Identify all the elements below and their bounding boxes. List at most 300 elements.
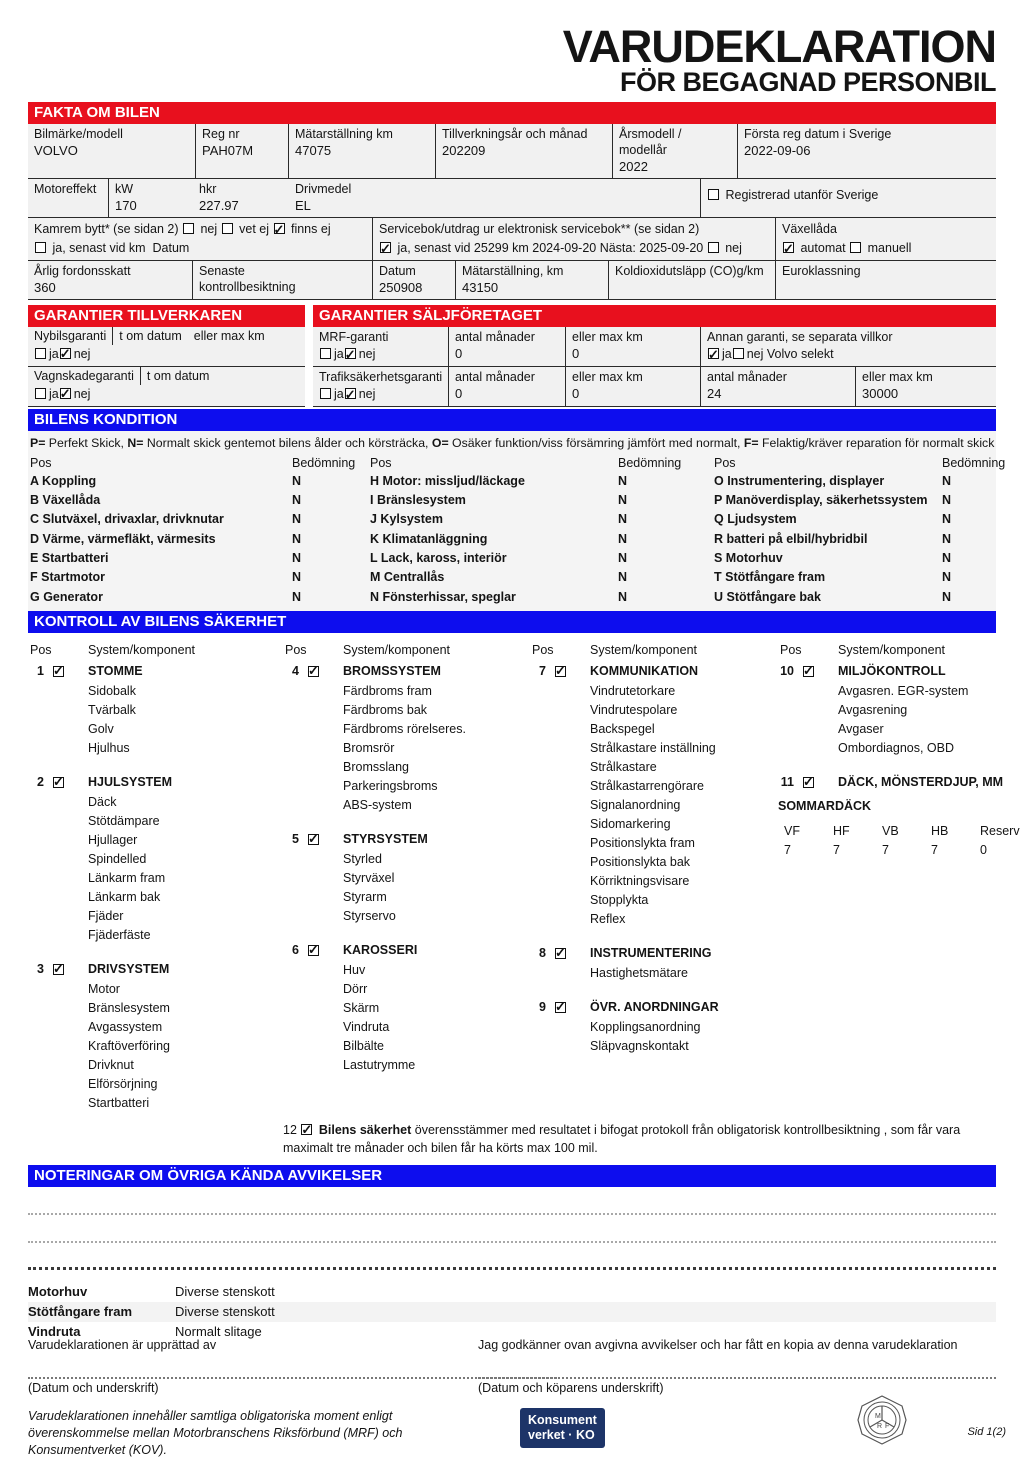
system-komponent-header: System/komponent — [590, 642, 697, 657]
pos-header: Pos — [30, 642, 52, 657]
annan-garanti-text: Volvo selekt — [766, 346, 834, 361]
kondition-grade: N — [942, 493, 952, 508]
pos-header: Pos — [532, 642, 554, 657]
kondition-item-label: N Fönsterhissar, speglar — [370, 589, 516, 604]
kontroll-group-title: DRIVSYSTEM — [88, 961, 170, 976]
kondition-item-label: K Klimatanläggning — [370, 531, 488, 546]
bedomning-header: Bedömning — [292, 455, 356, 470]
kontroll-item: Strålkastarrengörare — [590, 778, 704, 793]
noteringar-section — [28, 1165, 996, 1342]
kontroll-item: Styrservo — [343, 908, 396, 923]
kontroll-item: Huv — [343, 962, 366, 977]
godkanner-label: Jag godkänner ovan avgivna avvikelser och har fått en kopia av denna varudeklaration — [478, 1338, 958, 1352]
group-checkbox — [803, 777, 814, 788]
field-kw: kW 170 — [108, 179, 193, 217]
konsumentverket-logo: Konsument verket · KO — [520, 1408, 605, 1448]
kontroll-group — [28, 774, 283, 945]
kontroll-column-2 — [283, 643, 530, 1075]
kontroll-group-head — [28, 961, 283, 980]
kontroll-group-head — [530, 945, 778, 964]
kontroll-item: Startbatteri — [88, 1095, 150, 1110]
nybilsgaranti-row: Nybilsgaranti t om datum eller max km ja ✓ nej — [28, 327, 305, 367]
kontroll-group-title: STOMME — [88, 663, 143, 678]
mrf-seal-logo — [856, 1394, 908, 1449]
upprattad-av-label: Varudeklarationen är upprättad av — [28, 1338, 217, 1352]
fakta-row-1 — [28, 124, 996, 179]
kontroll-item: Körriktningsvisare — [590, 873, 690, 888]
pos-number: 10 — [780, 663, 794, 678]
kontroll-item: Färdbroms fram — [343, 683, 432, 698]
kontroll-item: Däck — [88, 794, 117, 809]
kontroll-item: Bilbälte — [343, 1038, 384, 1053]
group-checkbox — [803, 666, 814, 677]
group-checkbox — [308, 945, 319, 956]
pos-header: Pos — [714, 455, 736, 470]
servicebok-nej-label: nej — [725, 240, 742, 255]
vaxellada-manuell-checkbox — [850, 242, 861, 253]
kontroll-item: Strålkastare inställning — [590, 740, 716, 755]
field-tillverkningsar: Tillverkningsår och månad 202209 — [435, 124, 612, 178]
tyre-header: VB — [882, 823, 899, 838]
kontroll-item: Bromsslang — [343, 759, 409, 774]
vaxellada-manuell-label: manuell — [867, 240, 912, 255]
kamrem-nej-label: nej — [200, 221, 218, 236]
kontroll-group-title: DÄCK, MÖNSTERDJUP, MM — [838, 774, 1004, 789]
mrf-ja-checkbox — [320, 348, 331, 359]
kontroll-item: Sidobalk — [88, 683, 136, 698]
tyre-value-row — [778, 841, 1024, 860]
annan-nej-checkbox — [733, 348, 744, 359]
field-hkr: hkr 227.97 — [199, 181, 239, 213]
servicebok-nej-checkbox — [708, 242, 719, 253]
kontroll-item: Sidomarkering — [590, 816, 671, 831]
field-bilmarke: Bilmärke/modell VOLVO — [34, 126, 123, 158]
kondition-item-label: S Motorhuv — [714, 550, 783, 565]
kontroll-group-title: MILJÖKONTROLL — [838, 663, 946, 678]
kontroll-item: Vindrutespolare — [590, 702, 678, 717]
noteringar-row-value: Normalt slitage — [175, 1323, 262, 1339]
tyre-value: 7 — [784, 842, 791, 857]
kamrem-finnsej-label: finns ej — [290, 221, 331, 236]
tyre-header: HB — [931, 823, 949, 838]
kontroll-group-head — [778, 774, 1024, 793]
kontroll-item: Länkarm bak — [88, 889, 161, 904]
trafik-ja-checkbox — [320, 388, 331, 399]
kontroll-group-title: BROMSSYSTEM — [343, 663, 441, 678]
fakta-row-3 — [28, 218, 996, 261]
kontroll-item-12 — [283, 1121, 996, 1157]
group-checkbox — [308, 834, 319, 845]
registrerad-checkbox — [708, 189, 719, 200]
kontroll-section — [28, 611, 1020, 1157]
kontroll-group-title: STYRSYSTEM — [343, 831, 428, 846]
kondition-grade: N — [618, 493, 628, 508]
pos-number: 2 — [37, 774, 44, 789]
fakta-section — [28, 102, 996, 300]
kondition-grade: N — [618, 570, 628, 585]
kondition-item-label: D Värme, värmefläkt, värmesits — [30, 531, 216, 546]
item12-text: överensstämmer med resultatet i bifogat protokoll från obligatorisk kontrollbesiktning , som får vara maximalt tre månader och bilen får ha körts max 100 mil. — [283, 1122, 961, 1155]
vaxellada-automat-checkbox — [783, 242, 794, 253]
servicebok-ja-checkbox — [380, 242, 391, 253]
field-annan-km: eller max km 30000 — [855, 367, 996, 406]
noteringar-row — [28, 1302, 996, 1322]
field-trafik-km: eller max km 0 — [565, 367, 700, 406]
tyre-header-row — [778, 822, 1024, 841]
kontroll-item: Styrväxel — [343, 870, 395, 885]
kondition-grade: N — [618, 512, 628, 527]
vagnskadegaranti-label: Vagnskadegaranti — [34, 368, 134, 383]
field-servicebok — [372, 218, 775, 260]
field-annan-manader: antal månader 24 — [700, 367, 855, 406]
svg-text:R: R — [877, 1423, 883, 1430]
garantier-tillverkaren-section — [28, 305, 305, 407]
noteringar-row — [28, 1282, 996, 1302]
kontroll-group-title: ÖVR. ANORDNINGAR — [590, 999, 719, 1014]
kontroll-item: Skärm — [343, 1000, 380, 1015]
kontroll-group — [28, 961, 283, 1113]
kontroll-group-head — [283, 942, 530, 961]
kondition-section-header: BILENS KONDITION — [28, 409, 996, 431]
bedomning-header: Bedömning — [618, 455, 682, 470]
kontroll-item: Golv — [88, 721, 114, 736]
pos-number: 11 — [780, 774, 794, 789]
kontroll-column-3 — [530, 643, 778, 1056]
kontroll-group-title: INSTRUMENTERING — [590, 945, 712, 960]
nybils-nej-checkbox — [60, 348, 71, 359]
kondition-grade: N — [292, 589, 302, 604]
pos-header: Pos — [780, 642, 802, 657]
kondition-item-label: U Stötfångare bak — [714, 589, 821, 604]
mrf-kov-note: Varudeklarationen innehåller samtliga obligatoriska moment enligt överenskommelse mellan Motorbranschens Riksförbund (MRF) och Konsumentverket (KOV). — [28, 1409, 403, 1457]
group-checkbox — [53, 964, 64, 975]
item12-bold-text: Bilens säkerhet — [318, 1122, 412, 1137]
legend-grade-key: F= — [743, 435, 759, 450]
annan-ja-checkbox — [708, 348, 719, 359]
kontroll-item: Färdbroms bak — [343, 702, 428, 717]
field-regnr: Reg nr PAH07M — [195, 124, 288, 178]
kondition-grid — [28, 454, 1006, 607]
kontroll-item: Bromsrör — [343, 740, 395, 755]
kondition-grade: N — [942, 473, 952, 488]
kondition-item-label: H Motor: missljud/läckage — [370, 473, 525, 488]
kontroll-item: Reflex — [590, 911, 626, 926]
pos-header: Pos — [285, 642, 307, 657]
field-drivmedel: Drivmedel EL — [295, 181, 352, 213]
registrerad-label: Registrerad utanför Sverige — [725, 187, 879, 202]
kontroll-group-head — [28, 774, 283, 793]
datum-underskrift-label: (Datum och underskrift) — [28, 1381, 159, 1395]
kontroll-item: Kraftöverföring — [88, 1038, 170, 1053]
kontroll-column-header — [530, 643, 778, 663]
svg-text:F: F — [885, 1423, 890, 1430]
system-komponent-header: System/komponent — [343, 642, 450, 657]
kontroll-section-header: KONTROLL AV BILENS SÄKERHET — [28, 611, 996, 633]
kontroll-item: Vindrutetorkare — [590, 683, 676, 698]
item12-checkbox — [301, 1124, 312, 1135]
noteringar-section-header: NOTERINGAR OM ÖVRIGA KÄNDA AVVIKELSER — [28, 1165, 996, 1187]
noteringar-row-label: Motorhuv — [28, 1283, 88, 1299]
tyre-value: 7 — [882, 842, 889, 857]
kontroll-item: Bränslesystem — [88, 1000, 170, 1015]
kamrem-finnsej-checkbox — [274, 223, 285, 234]
field-motoreffekt: Motoreffekt — [34, 181, 97, 196]
title-line2: FÖR BEGAGNAD PERSONBIL — [619, 66, 996, 97]
kontroll-item: Hjullager — [88, 832, 138, 847]
svg-text:M: M — [875, 1413, 881, 1420]
kondition-grade: N — [942, 512, 952, 527]
kontroll-item: Signalanordning — [590, 797, 681, 812]
kontroll-column-header — [283, 643, 530, 663]
garantier-tillverkaren-header: GARANTIER TILLVERKAREN — [28, 305, 305, 327]
kontroll-column-header — [778, 643, 1024, 663]
kontroll-group — [530, 945, 778, 983]
note-line — [28, 1241, 996, 1243]
kontroll-item: Motor — [88, 981, 120, 996]
group-checkbox — [53, 777, 64, 788]
field-senaste-kontrollbesiktning: Senaste kontrollbesiktning — [192, 261, 372, 299]
signature-line-buyer — [478, 1377, 996, 1379]
kontroll-item: Positionslykta fram — [590, 835, 695, 850]
kondition-grade: N — [292, 570, 302, 585]
fakta-row-2 — [28, 179, 996, 218]
kontroll-group — [283, 663, 530, 815]
field-matarstallning: Mätarställning km 47075 — [288, 124, 435, 178]
kondition-grade: N — [292, 550, 302, 565]
kontroll-group-head — [283, 663, 530, 682]
kontroll-item: Styrled — [343, 851, 382, 866]
eller-max-km-label: eller max km — [193, 328, 265, 343]
kondition-grade: N — [942, 531, 952, 546]
pos-number: 8 — [539, 945, 546, 960]
kontroll-item: Styrarm — [343, 889, 387, 904]
kamrem-ja-checkbox — [35, 242, 46, 253]
kontroll-item: Kopplingsanordning — [590, 1019, 701, 1034]
kontroll-item: Lastutrymme — [343, 1057, 416, 1072]
noteringar-row-label: Vindruta — [28, 1323, 81, 1339]
tyre-value: 7 — [833, 842, 840, 857]
trafik-nej-checkbox — [345, 388, 356, 399]
kontroll-columns — [28, 642, 1020, 1113]
field-arsmodell: Årsmodell / modellår 2022 — [612, 124, 737, 178]
pos-header: Pos — [370, 455, 392, 470]
kontroll-item: Drivknut — [88, 1057, 134, 1072]
kontroll-item: Parkeringsbroms — [343, 778, 438, 793]
field-registrerad-utanfor — [700, 179, 996, 217]
kontroll-item: Länkarm fram — [88, 870, 166, 885]
kontroll-item: Ombordiagnos, OBD — [838, 740, 955, 755]
kondition-item-label: R batteri på elbil/hybridbil — [714, 531, 868, 546]
kontroll-group — [530, 663, 778, 929]
kamrem-nej-checkbox — [183, 223, 194, 234]
kondition-item-label: I Bränslesystem — [370, 493, 466, 508]
kontroll-group-head — [778, 663, 1024, 682]
kontroll-item: Fjäderfäste — [88, 927, 151, 942]
field-annan-garanti: Annan garanti, se separata villkor ✓ja nej Volvo selekt — [700, 327, 996, 366]
field-mrf-garanti: MRF-garanti ja ✓ nej — [313, 327, 448, 366]
kontroll-group-subtitle: SOMMARDÄCK — [778, 798, 872, 813]
kondition-grade: N — [618, 550, 628, 565]
pos-number: 7 — [539, 663, 546, 678]
kontroll-group — [28, 663, 283, 758]
kondition-grade: N — [292, 531, 302, 546]
kondition-item-label: Q Ljudsystem — [714, 512, 797, 527]
kondition-item-label: J Kylsystem — [370, 512, 443, 527]
group-checkbox — [555, 1002, 566, 1013]
kontroll-group — [530, 999, 778, 1056]
system-komponent-header: System/komponent — [838, 642, 945, 657]
pos-number: 3 — [37, 961, 44, 976]
field-besiktning-datum: Datum 250908 — [372, 261, 455, 299]
tyre-header: VF — [784, 823, 800, 838]
kontroll-item: Avgaser — [838, 721, 884, 736]
kontroll-group-title: KAROSSERI — [343, 942, 418, 957]
kontroll-item: Spindelled — [88, 851, 147, 866]
fakta-section-header: FAKTA OM BILEN — [28, 102, 996, 124]
mrf-garanti-row — [313, 327, 996, 367]
pos-number: 6 — [292, 942, 299, 957]
field-mrf-km: eller max km 0 — [565, 327, 700, 366]
document-title — [0, 0, 1024, 102]
mrf-seal-icon — [856, 1394, 908, 1446]
kontroll-item: Elförsörjning — [88, 1076, 158, 1091]
kondition-legend: P= Perfekt Skick, N= Normalt skick gentemot bilens ålder och körsträcka, O= Osäker funktion/viss försämring jämfört med normalt, F= Felaktig/kräver reparation för normalt skick — [30, 435, 995, 450]
kontroll-group-head — [28, 663, 283, 682]
tyre-header: Reserv — [980, 823, 1020, 838]
footer — [0, 1330, 1024, 1464]
kamrem-vetej-checkbox — [222, 223, 233, 234]
kondition-grade: N — [292, 512, 302, 527]
vagnskade-ja-checkbox — [35, 388, 46, 399]
field-mrf-manader: antal månader 0 — [448, 327, 565, 366]
legend-grade-key: N= — [127, 435, 144, 450]
pos-number: 12 — [283, 1122, 297, 1137]
pos-number: 4 — [292, 663, 299, 678]
kondition-item-label: C Slutväxel, drivaxlar, drivknutar — [30, 512, 224, 527]
note-line — [28, 1213, 996, 1215]
vaxellada-automat-label: automat — [800, 240, 846, 255]
kondition-item-label: M Centrallås — [370, 570, 445, 585]
garantier-saljforetaget-header: GARANTIER SÄLJFÖRETAGET — [313, 305, 996, 327]
group-checkbox — [555, 666, 566, 677]
legend-grade-key: O= — [431, 435, 449, 450]
page-number: Sid 1(2) — [967, 1426, 1006, 1438]
kondition-grade: N — [618, 473, 628, 488]
vagnskade-nej-checkbox — [60, 388, 71, 399]
kontroll-group — [778, 663, 1024, 758]
legend-grade-key: P= — [30, 435, 46, 450]
kondition-item-label: B Växellåda — [30, 493, 101, 508]
kontroll-column-4 — [778, 643, 1024, 860]
kontroll-item: Fjäder — [88, 908, 124, 923]
kontroll-column-1 — [28, 643, 283, 1113]
kontroll-item: Färdbroms rörelseres. — [343, 721, 466, 736]
kontroll-item: Stopplykta — [590, 892, 649, 907]
kontroll-item: Hjulhus — [88, 740, 130, 755]
field-forsta-reg: Första reg datum i Sverige 2022-09-06 — [737, 124, 996, 178]
field-besiktning-matarstallning: Mätarställning, km 43150 — [455, 261, 608, 299]
field-koldioxid: Koldioxidutsläpp (CO)g/km — [608, 261, 775, 299]
kontroll-item: Stötdämpare — [88, 813, 160, 828]
kondition-item-label: L Lack, kaross, interiör — [370, 550, 507, 565]
pos-number: 1 — [37, 663, 44, 678]
servicebok-ja-label: ja, senast vid 25299 km 2024-09-20 Nästa: 2025-09-20 — [397, 240, 704, 255]
field-trafik-manader: antal månader 0 — [448, 367, 565, 406]
kontroll-item: Avgassystem — [88, 1019, 163, 1034]
kontroll-item: Dörr — [343, 981, 368, 996]
field-euroklassning: Euroklassning — [775, 261, 996, 299]
kontroll-item: Positionslykta bak — [590, 854, 691, 869]
datum-koparens-label: (Datum och köparens underskrift) — [478, 1381, 664, 1395]
kontroll-group — [283, 942, 530, 1075]
noteringar-row-value: Diverse stenskott — [175, 1303, 275, 1319]
kondition-item-label: F Startmotor — [30, 570, 105, 585]
title-line1: VARUDEKLARATION — [562, 21, 996, 72]
pos-number: 5 — [292, 831, 299, 846]
kontroll-item: Tvärbalk — [88, 702, 136, 717]
kontroll-group-head — [283, 831, 530, 850]
kondition-grade: N — [942, 550, 952, 565]
kondition-item-label: G Generator — [30, 589, 103, 604]
kontroll-group — [283, 831, 530, 926]
kontroll-item: Släpvagnskontakt — [590, 1038, 689, 1053]
kontroll-group-title: KOMMUNIKATION — [590, 663, 699, 678]
kontroll-item: Avgasrening — [838, 702, 908, 717]
t-om-datum-label: t om datum — [140, 367, 216, 385]
field-vaxellada — [775, 218, 996, 260]
kamrem-vetej-label: vet ej — [239, 221, 270, 236]
nybils-ja-checkbox — [35, 348, 46, 359]
kondition-grade: N — [292, 493, 302, 508]
vaxellada-label: Växellåda — [782, 221, 837, 236]
kontroll-group-head — [530, 999, 778, 1018]
kontroll-item: Backspegel — [590, 721, 655, 736]
kamrem-datum-label: Datum — [152, 240, 190, 255]
garantier-saljforetaget-section — [313, 305, 996, 407]
kontroll-item: Hastighetsmätare — [590, 965, 688, 980]
tyre-header: HF — [833, 823, 850, 838]
kondition-grade: N — [292, 473, 302, 488]
tyre-value: 0 — [980, 842, 987, 857]
kondition-grade: N — [942, 570, 952, 585]
pos-number: 9 — [539, 999, 546, 1014]
vagnskadegaranti-row: Vagnskadegaranti t om datum ja ✓ nej — [28, 367, 305, 407]
kondition-item-label: E Startbatteri — [30, 550, 109, 565]
kondition-item-label: O Instrumentering, displayer — [714, 473, 885, 488]
tyre-value: 7 — [931, 842, 938, 857]
group-checkbox — [308, 666, 319, 677]
kontroll-item: Avgasren. EGR-system — [838, 683, 969, 698]
mrf-nej-checkbox — [345, 348, 356, 359]
kondition-grade: N — [942, 589, 952, 604]
group-checkbox — [53, 666, 64, 677]
kondition-grade: N — [618, 531, 628, 546]
field-kamrem — [28, 218, 372, 260]
nybilsgaranti-label: Nybilsgaranti — [34, 328, 107, 343]
kondition-item-label: A Koppling — [30, 473, 97, 488]
kontroll-group — [778, 774, 1024, 860]
group-checkbox — [555, 948, 566, 959]
kontroll-item: Vindruta — [343, 1019, 390, 1034]
kondition-item-label: P Manöverdisplay, säkerhetssystem — [714, 493, 928, 508]
kontroll-item: ABS-system — [343, 797, 412, 812]
kondition-item-label: T Stötfångare fram — [714, 570, 826, 585]
trafiksakerhetsgaranti-row — [313, 367, 996, 407]
field-trafik-garanti: Trafiksäkerhetsgaranti ja ✓ nej — [313, 367, 448, 406]
noteringar-row-label: Stötfångare fram — [28, 1303, 133, 1319]
pos-header: Pos — [30, 455, 52, 470]
bedomning-header: Bedömning — [942, 455, 1006, 470]
